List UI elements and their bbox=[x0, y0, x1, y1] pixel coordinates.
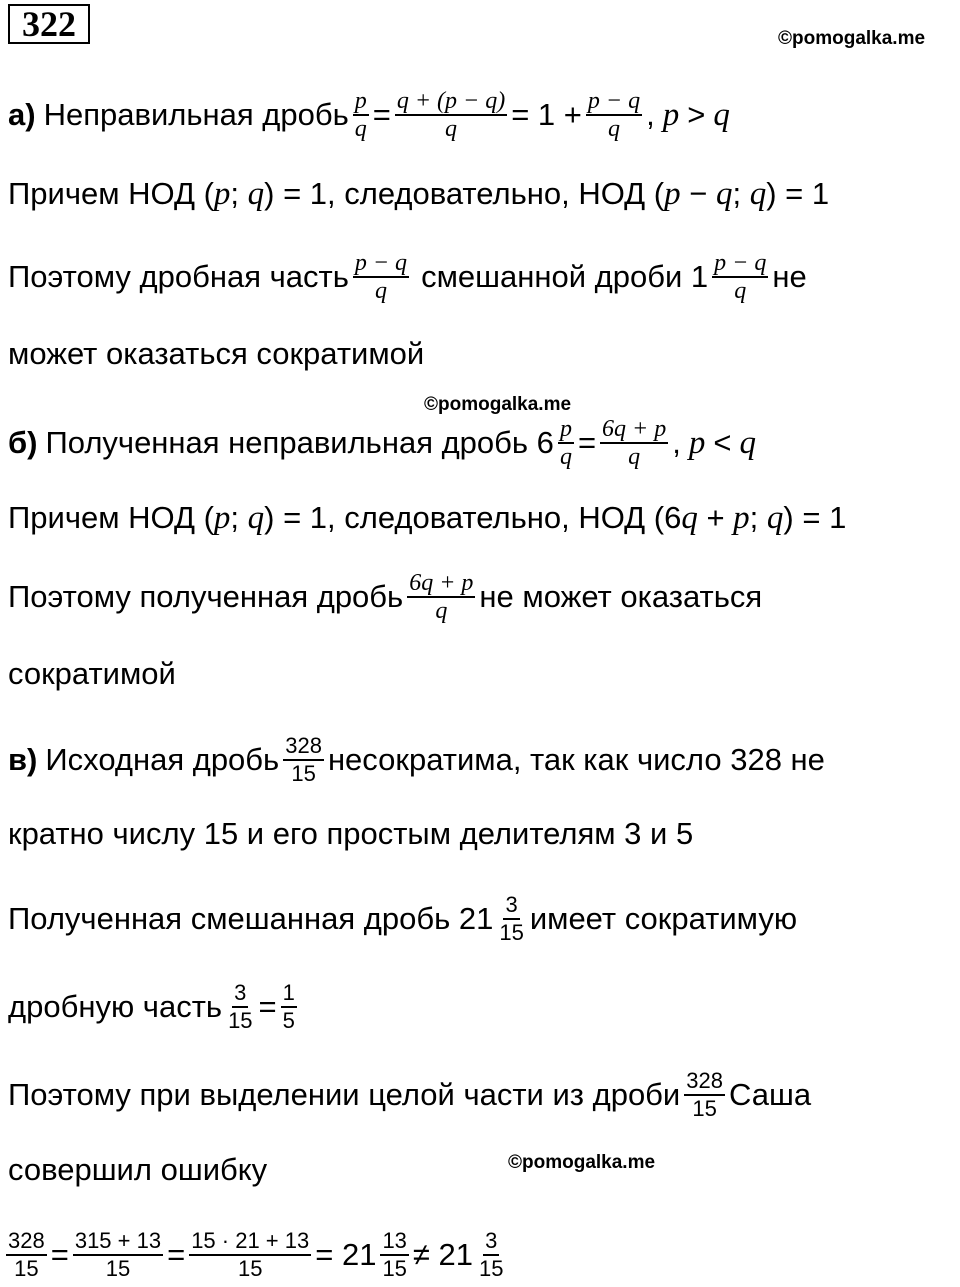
part-c-label: в) bbox=[8, 742, 38, 777]
fraction: $\frac{13}{15}$ bbox=[382, 1228, 407, 1281]
part-c-line-2: кратно числу 15 и его простым делителям 3 и 5 bbox=[8, 816, 694, 851]
part-a-label: а) bbox=[8, 97, 36, 132]
fraction: $\frac{p - q}{q}$ bbox=[354, 250, 408, 304]
part-b-line-4: сократимой bbox=[8, 656, 176, 691]
problem-number: 322 bbox=[8, 4, 90, 44]
fraction: $\frac{328}{15}$ bbox=[285, 733, 322, 786]
part-a-line-4: может оказаться сократимой bbox=[8, 336, 425, 371]
fraction: $\frac{6q + p}{q}$ bbox=[602, 416, 667, 470]
part-a-line-2: Причем НОД ( p ; q ) = 1, следовательно, НОД ( p − q ; q ) = 1 bbox=[8, 176, 830, 212]
part-b-label: б) bbox=[8, 425, 38, 460]
part-a-text: Неправильная дробь bbox=[43, 97, 349, 132]
part-c-line-4: дробную часть $\frac{3}{15}$ = $\frac{1}{5}$ bbox=[8, 980, 295, 1033]
part-c-line-5: Поэтому при выделении целой части из дроби $\frac{328}{15}$ Саша bbox=[8, 1068, 812, 1121]
fraction: $\frac{p - q}{q}$ bbox=[587, 88, 641, 142]
part-b-line-1: б) Полученная неправильная дробь 6 $\frac{p}{q}$ = $\frac{6q + p}{q}$ , p < q bbox=[8, 416, 756, 470]
watermark-middle: ©pomogalka.me bbox=[424, 394, 572, 415]
fraction: $\frac{q + (p - q)}{q}$ bbox=[396, 88, 506, 142]
fraction: $\frac{328}{15}$ bbox=[8, 1228, 45, 1281]
fraction: $\frac{3}{15}$ bbox=[499, 892, 524, 945]
part-b-line-2: Причем НОД ( p ; q ) = 1, следовательно, НОД (6 q + p ; q ) = 1 bbox=[8, 500, 847, 536]
part-a-line-1: а) Неправильная дробь $\frac{p}{q}$ = $\frac{q + (p - q)}{q}$ = 1 + $\frac{p - q}{q}$ , p > q bbox=[8, 88, 730, 142]
fraction: $\frac{p}{q}$ bbox=[559, 416, 572, 470]
fraction: $\frac{p}{q}$ bbox=[354, 88, 367, 142]
fraction: $\frac{328}{15}$ bbox=[686, 1068, 723, 1121]
part-c-line-7: $\frac{328}{15}$ = $\frac{315 + 13}{15}$ = $\frac{15 \cdot 21 + 13}{15}$ = 21 $\frac{13}{15}$ ≠ 21 $\frac{3}{15}$ bbox=[8, 1228, 504, 1281]
part-c-line-3: Полученная смешанная дробь 21 $\frac{3}{15}$ имеет сократимую bbox=[8, 892, 798, 945]
fraction: $\frac{p - q}{q}$ bbox=[714, 250, 767, 304]
fraction: $\frac{1}{5}$ bbox=[282, 980, 295, 1033]
fraction: $\frac{315 + 13}{15}$ bbox=[74, 1228, 162, 1281]
watermark-top: ©pomogalka.me bbox=[778, 28, 926, 49]
part-a-line-3: Поэтому дробная часть $\frac{p - q}{q}$ смешанной дроби 1 $\frac{p - q}{q}$ не bbox=[8, 250, 807, 304]
part-c-line-1: в) Исходная дробь $\frac{328}{15}$ несократима, так как число 328 не bbox=[8, 733, 825, 786]
fraction: $\frac{6q + p}{q}$ bbox=[409, 570, 474, 624]
fraction: $\frac{15 \cdot 21 + 13}{15}$ bbox=[191, 1228, 310, 1281]
part-b-line-3: Поэтому полученная дробь $\frac{6q + p}{q}$ не может оказаться bbox=[8, 570, 763, 624]
watermark-bottom: ©pomogalka.me bbox=[508, 1152, 656, 1173]
fraction: $\frac{3}{15}$ bbox=[479, 1228, 504, 1281]
part-c-line-6: совершил ошибку bbox=[8, 1152, 268, 1187]
fraction: $\frac{3}{15}$ bbox=[228, 980, 253, 1033]
